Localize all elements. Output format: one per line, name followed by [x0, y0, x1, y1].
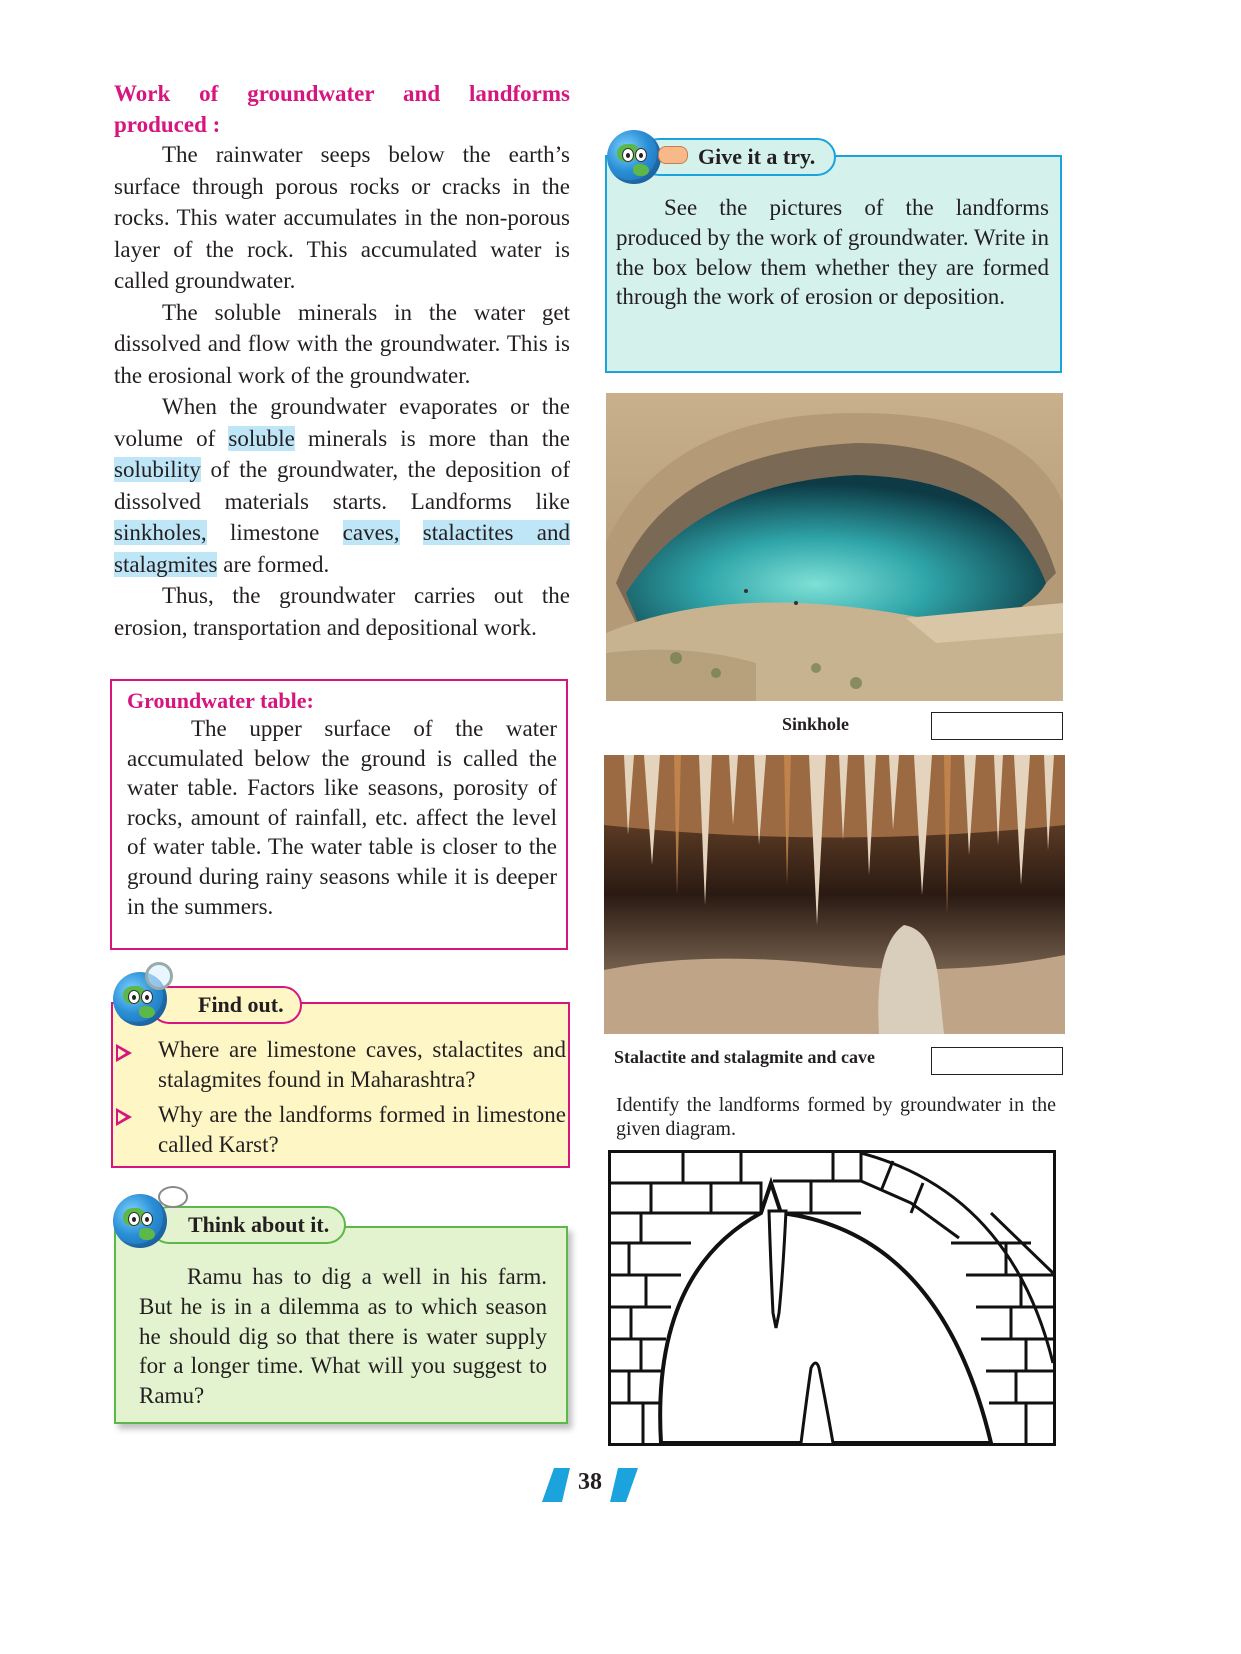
cave-photo [604, 755, 1065, 1034]
pointing-hand-icon [658, 146, 688, 164]
thought-bubble-icon [158, 1186, 188, 1208]
sinkhole-illustration [606, 393, 1063, 701]
highlight-soluble: soluble [228, 425, 295, 451]
think-about-it-label: Think about it. [150, 1206, 346, 1244]
page-number-badge [540, 1466, 640, 1504]
diagram-instruction: Identify the landforms formed by groundwater in the given diagram. [616, 1094, 1056, 1140]
cave-diagram-drawing [611, 1153, 1053, 1443]
section-heading [114, 78, 570, 140]
give-it-a-try-label: Give it a try. [640, 138, 836, 176]
highlight-stalactites: stalactites and stalagmites [114, 520, 570, 577]
sinkhole-caption: Sinkhole [782, 714, 850, 734]
cave-diagram [608, 1150, 1056, 1446]
give-it-a-try-text: See the pictures of the landforms produced by the work of groundwater. Write in the box below them whether they are formed through the work of erosion or deposition. [616, 195, 1049, 310]
sinkhole-answer-box[interactable] [931, 712, 1063, 740]
paragraph-3: When the groundwater evaporates or the volume of soluble minerals is more than the solubility of the groundwater, the deposition of dissolved materials starts. Landforms like sinkholes, limestone caves, stalactites and stalagmites are formed. [114, 394, 570, 577]
paragraph-4: Thus, the groundwater carries out the erosion, transportation and depositional work. [114, 583, 570, 640]
main-text [114, 139, 570, 643]
cave-answer-box[interactable] [931, 1047, 1063, 1075]
groundwater-table-title: Groundwater table: [127, 688, 314, 713]
paragraph-1: The rainwater seeps below the earth’s surface through porous rocks or cracks in the rocks. This water accumulates in the non-porous layer of the rock. This accumulated water is called groundwater. [114, 142, 570, 293]
paragraph-2: The soluble minerals in the water get dissolved and flow with the groundwater. This is the erosional work of the groundwater. [114, 299, 570, 388]
find-out-item-1: Where are limestone caves, stalactites and stalagmites found in Maharashtra? [158, 1037, 566, 1092]
highlight-caves: caves, [342, 520, 400, 545]
section-heading-line1: Work of groundwater and landforms [114, 81, 570, 106]
think-about-it-text: Ramu has to dig a well in his farm. But he is in a dilemma as to which season he should dig so that there is water supply for a longer time. What will you suggest to Ramu? [139, 1264, 547, 1409]
sinkhole-photo [606, 393, 1063, 701]
page-number: 38 [578, 1469, 602, 1495]
section-heading-line2: produced : [114, 112, 221, 137]
stalactite-cave-illustration [604, 755, 1065, 1034]
find-out-item-2: Why are the landforms formed in limestone called Karst? [158, 1102, 566, 1157]
find-out-label: Find out. [150, 986, 302, 1024]
highlight-solubility: solubility [114, 457, 201, 482]
cave-caption: Stalactite and stalagmite and cave [614, 1047, 875, 1067]
arrow-bullet-icon [116, 1044, 132, 1062]
groundwater-table-text: The upper surface of the water accumulated below the ground is called the water table. Factors like seasons, porosity of rocks, amount of rainfall, etc. affect the level of water table. The water table is closer to the ground during rainy seasons while it is deeper in the summers. [127, 716, 557, 919]
highlight-sinkholes: sinkholes, [114, 520, 207, 545]
magnifier-icon [145, 962, 173, 990]
arrow-bullet-icon [116, 1108, 132, 1126]
groundwater-table-box [110, 679, 568, 950]
globe-pointing-icon [607, 130, 661, 184]
